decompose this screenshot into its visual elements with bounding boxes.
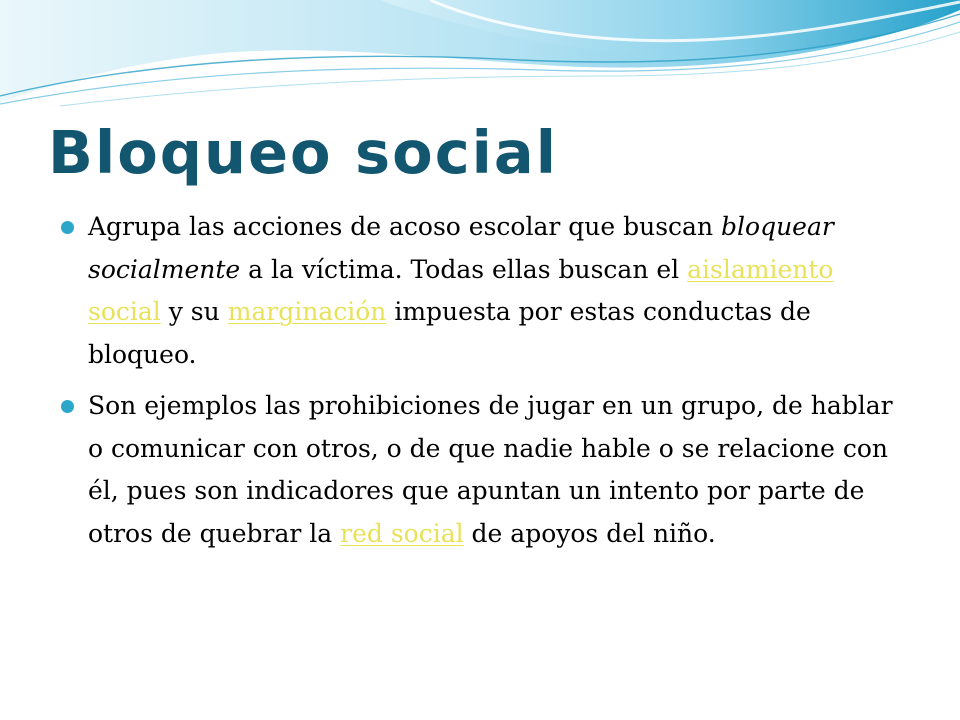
bullet-2-text-b: de apoyos del niño. [463, 518, 716, 548]
bullet-item-2 [0, 385, 908, 555]
bullet-item-1 [0, 206, 908, 376]
bullet-1-text-d: impuesta por estas conductas de bloqueo. [88, 297, 811, 369]
bullet-icon [61, 221, 74, 234]
slide-title: Bloqueo social [48, 118, 558, 187]
bullet-icon [61, 400, 74, 413]
bullet-2-text-a: Son ejemplos las prohibiciones de jugar en un grupo, de hablar o comunicar con otros, o de que nadie hable o se relacione con él, pues son indicadores que apuntan un intento por parte de otros de quebrar la [88, 391, 893, 548]
bullet-list [0, 206, 960, 555]
link-red-social[interactable]: red social [340, 518, 464, 548]
wave-header-decoration [0, 0, 960, 110]
bullet-1-text-a: Agrupa las acciones de acoso escolar que buscan [88, 212, 722, 241]
link-marginacion[interactable]: marginación [227, 297, 387, 326]
bullet-1-text-b: a la víctima. Todas ellas buscan el [240, 254, 688, 284]
link-aislamiento-social[interactable]: aislamiento social [88, 254, 834, 326]
bullet-1-text-c: y su [160, 297, 228, 326]
bullet-1-emphasis: bloquear socialmente [88, 212, 834, 284]
